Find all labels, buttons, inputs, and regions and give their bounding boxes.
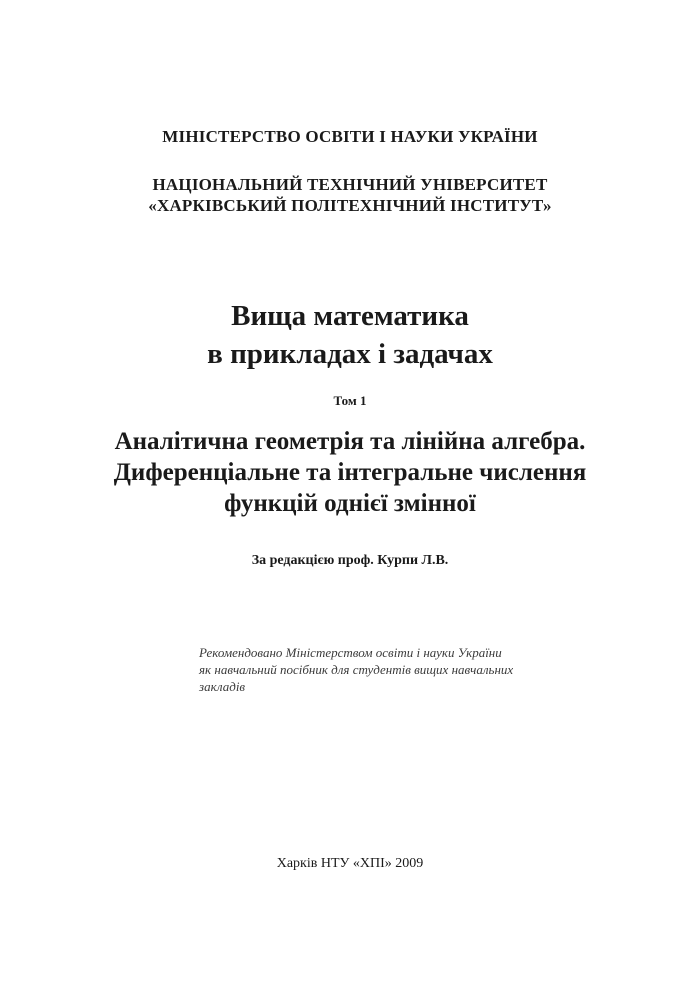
imprint: Харків НТУ «ХПІ» 2009	[276, 856, 424, 871]
ministry-name: МІНІСТЕРСТВО ОСВІТИ І НАУКИ УКРАЇНИ	[162, 127, 538, 146]
recommendation-line-3: закладів	[199, 679, 246, 694]
book-subtitle-line-3: функцій однієї змінної	[224, 490, 476, 517]
recommendation-line-2: як навчальний посібник для студентів вищих навчальних	[199, 662, 514, 677]
book-subtitle-line-2: Диференціальне та інтегральне числення	[113, 459, 587, 486]
book-subtitle-line-1: Аналітична геометрія та лінійна алгебра.	[114, 428, 586, 455]
editor-credit: За редакцією проф. Курпи Л.В.	[251, 553, 449, 568]
recommendation-note	[199, 644, 609, 695]
volume-label: Том 1	[333, 393, 367, 408]
book-subtitle	[0, 426, 700, 519]
book-title	[0, 297, 700, 373]
book-title-line-2: в прикладах і задачах	[207, 338, 493, 370]
university-name	[0, 174, 700, 216]
university-line-1: НАЦІОНАЛЬНИЙ ТЕХНІЧНИЙ УНІВЕРСИТЕТ	[152, 175, 548, 194]
book-title-line-1: Вища математика	[231, 300, 469, 332]
university-line-2: «ХАРКІВСЬКИЙ ПОЛІТЕХНІЧНИЙ ІНСТИТУТ»	[148, 196, 552, 215]
recommendation-line-1: Рекомендовано Міністерством освіти і науки України	[199, 645, 502, 660]
